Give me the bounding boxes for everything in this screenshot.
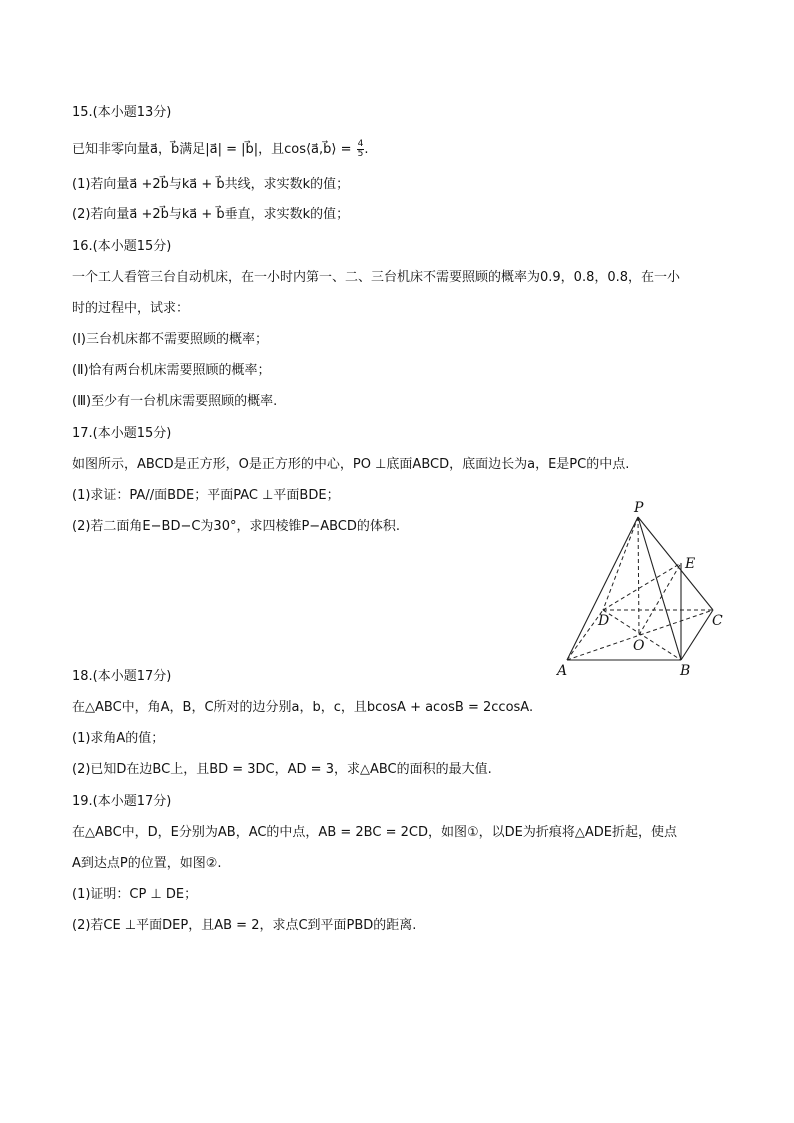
problem-15-stem-tail: . <box>364 142 369 157</box>
label-p: P <box>634 500 644 516</box>
problem-16-part-1: (Ⅰ)三台机床都不需要照顾的概率； <box>72 332 268 347</box>
problem-17-header: 17.(本小题15分) <box>72 426 172 441</box>
edge-pa <box>567 517 638 660</box>
problem-16-stem-line-2: 时的过程中，试求： <box>72 301 190 316</box>
height-po-hidden <box>638 517 639 635</box>
label-c: C <box>712 613 723 629</box>
label-d: D <box>598 613 610 629</box>
label-e: E <box>685 556 696 572</box>
problem-18-part-2: (2)已知D在边BC上，且BD = 3DC，AD = 3，求△ABC的面积的最大值. <box>72 762 492 777</box>
problem-19-part-1: (1)证明：CP ⊥ DE； <box>72 887 198 902</box>
problem-16-header: 16.(本小题15分) <box>72 239 172 254</box>
edge-pc <box>638 517 713 610</box>
segment-oe-hidden <box>639 563 681 635</box>
problem-15-stem <box>72 140 369 159</box>
label-b: B <box>680 663 691 679</box>
problem-16-part-2: (Ⅱ)恰有两台机床需要照顾的概率； <box>72 363 271 378</box>
problem-17-part-1: (1)求证：PA//面BDE；平面PAC ⊥平面BDE； <box>72 488 340 503</box>
problem-17-stem: 如图所示，ABCD是正方形，O是正方形的中心，PO ⊥底面ABCD，底面边长为a，E是PC的中点. <box>72 457 630 472</box>
problem-15-part-1: (1)若向量a⃗ +2b⃗与ka⃗ + b⃗共线，求实数k的值； <box>72 177 350 192</box>
edge-pd-hidden <box>603 517 638 610</box>
problem-18-header: 18.(本小题17分) <box>72 669 172 684</box>
problem-16-stem-line-1: 一个工人看管三台自动机床，在一小时内第一、二、三台机床不需要照顾的概率为0.9，0.8，0.8，在一小 <box>72 270 681 285</box>
fraction-denominator: 5 <box>357 149 364 159</box>
label-o: O <box>633 638 645 654</box>
pyramid-figure <box>545 495 735 685</box>
problem-17-part-2: (2)若二面角E−BD−C为30°，求四棱锥P−ABCD的体积. <box>72 519 400 534</box>
problem-18-stem: 在△ABC中，角A，B，C所对的边分别a，b，c，且bcosA + acosB = 2ccosA. <box>72 700 534 715</box>
problem-19-stem-line-2: A到达点P的位置，如图②. <box>72 856 222 871</box>
problem-15-header: 15.(本小题13分) <box>72 105 172 120</box>
problem-19-stem-line-1: 在△ABC中，D，E分别为AB，AC的中点，AB = 2BC = 2CD，如图①，以DE为折痕将△ADE折起，使点 <box>72 825 677 840</box>
problem-16-part-3: (Ⅲ)至少有一台机床需要照顾的概率. <box>72 394 278 409</box>
problem-19-part-2: (2)若CE ⊥平面DEP，且AB = 2，求点C到平面PBD的距离. <box>72 918 417 933</box>
label-a: A <box>557 663 568 679</box>
fraction-numerator: 4 <box>357 139 364 149</box>
edge-de-hidden <box>603 563 681 610</box>
problem-15-part-2: (2)若向量a⃗ +2b⃗与ka⃗ + b⃗垂直，求实数k的值； <box>72 207 350 222</box>
problem-15-stem-text: 已知非零向量a⃗，b⃗满足|a⃗| = |b⃗|，且cos⟨a⃗,b⃗⟩ = <box>72 142 356 157</box>
problem-18-part-1: (1)求角A的值； <box>72 731 165 746</box>
edge-bc <box>681 610 713 660</box>
problem-19-header: 19.(本小题17分) <box>72 794 172 809</box>
